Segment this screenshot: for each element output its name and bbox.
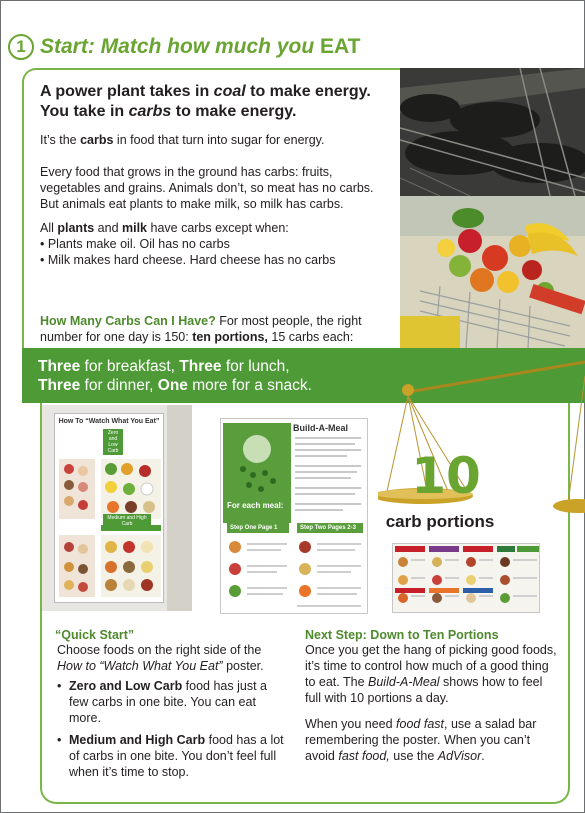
- bam-for-each-meal: For each meal:: [227, 501, 284, 510]
- bam-text-line: [295, 477, 351, 479]
- bam-text-line: [295, 455, 347, 457]
- bam-text-line: [295, 449, 361, 451]
- carb-portions-caption: carb portions: [385, 512, 495, 531]
- quick-start-intro: Choose foods on the right side of the How to “Watch What You Eat” poster.: [57, 643, 264, 673]
- watch-what-you-eat-poster-photo: [42, 405, 192, 611]
- portion-number: 10: [411, 447, 481, 505]
- quick-start-heading: “Quick Start”: [55, 628, 135, 642]
- bam-step-one: Step One Page 1: [227, 523, 289, 533]
- exceptions-paragraph: All plants and milk have carbs except when: • Plants make oil. Oil has no carbs • Milk makes hard cheese. Hard cheese has no carbs: [40, 220, 392, 268]
- poster-wall-edge: [167, 405, 192, 611]
- poster-title: How To “Watch What You Eat”: [58, 418, 160, 425]
- bam-text-line: [295, 443, 355, 445]
- poster-food-grid: [55, 455, 165, 605]
- bam-step-two: Step Two Pages 2-3: [297, 523, 363, 533]
- carbs-sugar-paragraph: It’s the carbs in food that turn into sugar for energy.: [40, 133, 325, 147]
- poster-section-low: Zero and Low Carb: [103, 429, 123, 455]
- section-title-start: Start: Match how much you: [40, 35, 315, 58]
- bam-title: Build-A-Meal: [293, 423, 348, 433]
- cheese-bullet: • Milk makes hard cheese. Hard cheese has no carbs: [40, 253, 336, 267]
- bam-text-line: [295, 503, 361, 505]
- poster-section-high: Medium and High Carb: [103, 514, 151, 528]
- bam-text-line: [295, 471, 357, 473]
- coal-train-photo: [400, 68, 585, 196]
- section-title: [40, 35, 360, 59]
- bam-text-line: [295, 465, 361, 467]
- how-many-carbs-paragraph: How Many Carbs Can I Have? For most people, the right number for one day is 150: ten portions, 15 carbs each:: [40, 314, 362, 344]
- list-item: • Zero and Low Carb food has just a few carbs in one bite. You can eat more.: [57, 678, 289, 726]
- foods-carbs-paragraph: Every food that grows in the ground has carbs: fruits, vegetables and grains. Animals don’t, so meat has no carbs. But animals eat plants to make milk, so milk has carbs.: [40, 165, 374, 211]
- grocery-cart-photo: [400, 196, 585, 348]
- list-item: • Medium and High Carb food has a lot of carbs in one bite. You don’t feel full when it’s time to stop.: [57, 732, 289, 780]
- step-number-badge: 1: [8, 34, 34, 60]
- daily-portions-text: Three for breakfast, Three for lunch, Three for dinner, One more for a snack.: [38, 358, 312, 394]
- poster-sheet: [54, 413, 164, 603]
- section-header: [8, 34, 360, 60]
- advisor-fast-food-card: [392, 543, 540, 613]
- next-step-paragraph: Once you get the hang of picking good foods, it’s time to control how much of a good thing to eat. The Build-A-Meal shows how to feel full with 10 portions a day.: [305, 643, 557, 705]
- bam-step-content: [221, 535, 368, 614]
- intro-headline: A power plant takes in coal to make energy. You take in carbs to make energy.: [40, 83, 371, 120]
- build-a-meal-booklet: [220, 418, 368, 614]
- oil-bullet: • Plants make oil. Oil has no carbs: [40, 237, 230, 251]
- food-fast-paragraph: When you need food fast, use a salad bar remembering the poster. When you can’t avoid fast food, use the AdVisor.: [305, 717, 537, 763]
- next-step-heading: Next Step: Down to Ten Portions: [305, 628, 499, 642]
- bam-text-line: [295, 487, 361, 489]
- bam-text-line: [295, 493, 355, 495]
- section-title-end: EAT: [320, 35, 361, 58]
- quick-start-bullets: [57, 678, 289, 786]
- bam-text-line: [295, 437, 361, 439]
- bam-text-line: [295, 509, 343, 511]
